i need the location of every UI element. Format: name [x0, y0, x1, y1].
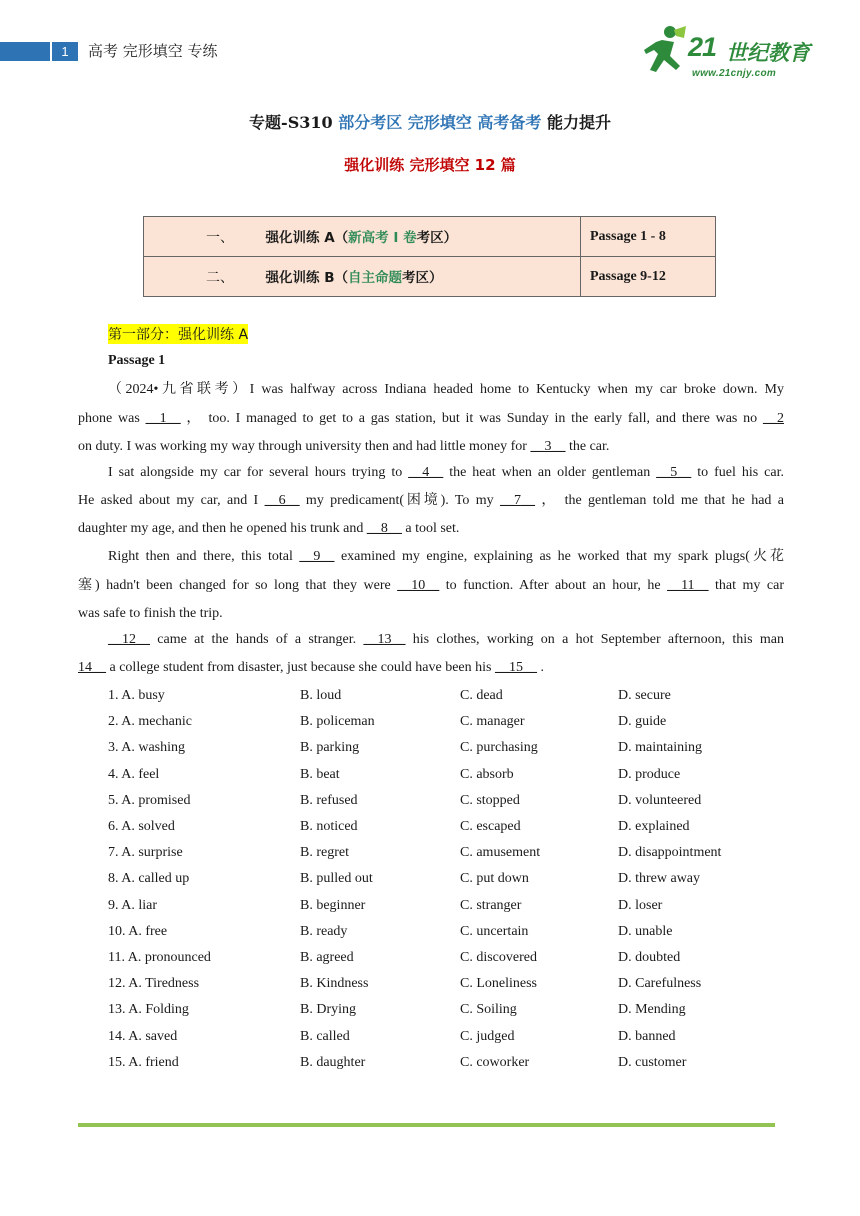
question-option-c: C. escaped [460, 819, 521, 834]
question-option-c: C. Loneliness [460, 976, 537, 992]
passage-text: a college student from disaster, just because she could have been his [106, 660, 495, 675]
passage-text: daughter my age, and then he opened his trunk and [78, 521, 367, 536]
contents-index: 一、 [206, 230, 234, 246]
question-option-d: D. explained [618, 819, 690, 834]
question-option-b: B. called [300, 1028, 350, 1044]
question-option-a: 10. A. free [108, 923, 168, 939]
passage-line [78, 520, 784, 538]
question-option-d: D. doubted [618, 950, 681, 965]
question-option-c: C. judged [460, 1028, 515, 1044]
passage-text: He asked about my car, and I [78, 493, 265, 508]
contents-table [143, 216, 716, 297]
passage-text: I sat alongside my car for several hours trying to [108, 465, 409, 480]
question-option-b: B. agreed [300, 950, 354, 965]
question-option-a: 15. A. friend [108, 1054, 179, 1070]
logo-text: 世纪教育 [726, 41, 810, 65]
question-option-a: 5. A. promised [108, 792, 191, 808]
question-option-c: C. dead [460, 688, 503, 703]
question-option-b: B. daughter [300, 1054, 366, 1070]
contents-label-prefix: 强化训练 B（ [265, 270, 348, 286]
contents-label-highlight: 新高考 Ⅰ 卷 [348, 230, 417, 246]
passage-text: Right then and there, this total [108, 549, 300, 564]
footer-rule [78, 1123, 775, 1127]
passage-text: to fuel his car. [691, 465, 784, 480]
question-option-d: D. Mending [618, 1002, 686, 1018]
document-title [0, 110, 860, 133]
question-option-a: 7. A. surprise [108, 845, 183, 861]
contents-label [266, 270, 443, 286]
contents-label-suffix: 考区） [402, 270, 443, 286]
passage-line [78, 438, 784, 456]
contents-range: Passage 1 - 8 [581, 217, 716, 257]
passage-line [108, 548, 784, 566]
contents-label-highlight: 自主命题 [348, 270, 402, 286]
page-number: 1 [52, 42, 78, 61]
contents-label-prefix: 强化训练 A（ [265, 230, 349, 246]
passage-text: on duty. I was working my way through university then and had little money for [78, 439, 531, 454]
question-option-b: B. refused [300, 792, 358, 808]
passage-text: his clothes, working on a hot September afternoon, this man [405, 632, 784, 647]
question-option-b: B. noticed [300, 819, 358, 834]
question-option-b: B. beat [300, 766, 340, 782]
contents-range: Passage 9-12 [581, 257, 716, 297]
blank-2: __2 [762, 411, 784, 426]
question-option-a: 11. A. pronounced [108, 950, 211, 965]
question-option-a: 9. A. liar [108, 897, 157, 913]
blank-8: __8__ [366, 521, 402, 536]
question-option-c: C. coworker [460, 1054, 530, 1070]
blank-4: __4__ [408, 465, 444, 480]
question-option-c: C. amusement [460, 845, 541, 861]
question-option-a: 6. A. solved [108, 819, 175, 834]
question-option-b: B. Drying [300, 1002, 356, 1018]
section-heading: 第一部分：强化训练 A [108, 324, 248, 344]
title-part-3: 能力提升 [541, 113, 611, 132]
passage-title: Passage 1 [108, 353, 166, 368]
passage-text: that my car [708, 578, 784, 593]
question-option-d: D. secure [618, 688, 671, 703]
passage-text: the car. [565, 439, 610, 454]
blank-13: __13__ [363, 632, 406, 647]
question-option-d: D. threw away [618, 871, 701, 887]
passage-text: . [537, 660, 544, 675]
passage-line [108, 631, 784, 649]
contents-row [144, 217, 716, 257]
question-option-b: B. parking [300, 740, 360, 756]
question-option-c: C. stopped [460, 792, 520, 808]
question-option-a: 3. A. washing [108, 740, 185, 756]
question-option-a: 8. A. called up [108, 871, 190, 887]
blank-6: __6__ [264, 493, 300, 508]
blank-7: __7__ [500, 493, 536, 508]
question-option-a: 2. A. mechanic [108, 714, 192, 730]
question-option-c: C. absorb [460, 766, 514, 782]
question-option-c: C. uncertain [460, 923, 529, 939]
header-accent-bar [0, 42, 50, 61]
question-option-d: D. customer [618, 1054, 687, 1070]
brand-logo [640, 22, 810, 84]
passage-text: examined my engine, explaining as he worked that my spark plugs(火花 [334, 549, 785, 564]
question-option-c: C. put down [460, 871, 529, 887]
blank-10: __10__ [397, 578, 440, 593]
document-subtitle: 强化训练 完形填空 12 篇 [344, 156, 516, 174]
question-option-b: B. pulled out [300, 871, 373, 887]
contents-label [266, 230, 458, 246]
question-option-c: C. discovered [460, 950, 537, 965]
question-option-d: D. banned [618, 1028, 676, 1044]
contents-index: 二、 [206, 270, 234, 286]
runner-icon [640, 24, 690, 82]
passage-text: phone was [78, 411, 146, 426]
question-option-c: C. purchasing [460, 740, 538, 756]
header-title: 高考 完形填空 专练 [88, 42, 218, 60]
contents-row [144, 257, 716, 297]
passage-line [108, 381, 784, 399]
passage-line [78, 659, 784, 677]
question-option-d: D. Carefulness [618, 976, 702, 992]
passage-line [78, 605, 784, 623]
question-option-a: 12. A. Tiredness [108, 976, 200, 992]
question-option-a: 4. A. feel [108, 766, 160, 782]
question-option-d: D. loser [618, 897, 663, 913]
blank-5: __5__ [656, 465, 692, 480]
logo-number: 21 [688, 32, 717, 62]
passage-line [78, 577, 784, 595]
question-option-d: D. volunteered [618, 792, 702, 808]
title-part-1: 专题-S310 [249, 113, 339, 132]
question-option-d: D. produce [618, 766, 681, 782]
question-option-d: D. disappointment [618, 845, 722, 861]
question-option-b: B. policeman [300, 714, 375, 730]
passage-text: 塞) hadn't been changed for so long that they were [78, 578, 398, 593]
question-option-d: D. guide [618, 714, 667, 730]
question-option-d: D. maintaining [618, 740, 702, 756]
question-option-c: C. Soiling [460, 1002, 517, 1018]
passage-text: the heat when an older gentleman [443, 465, 657, 480]
passage-line [78, 492, 784, 510]
blank-15: __15__ [495, 660, 537, 675]
blank-1: __1__ [145, 411, 181, 426]
blank-3: __3__ [530, 439, 566, 454]
passage-line [108, 464, 784, 482]
question-option-b: B. ready [300, 923, 348, 939]
passage-text: to function. After about an hour, he [439, 578, 668, 593]
question-option-a: 13. A. Folding [108, 1002, 189, 1018]
blank-12: __12__ [108, 632, 150, 647]
blank-11: __11__ [667, 578, 709, 593]
passage-text: （2024•九省联考）I was halfway across Indiana headed home to Kentucky when my car broke down. My [108, 382, 784, 397]
blank-9: __9__ [299, 549, 335, 564]
passage-text: ， the gentleman told me that he had a [535, 493, 784, 508]
question-option-b: B. regret [300, 845, 349, 861]
passage-line [78, 410, 784, 428]
title-part-2: 部分考区 完形填空 高考备考 [338, 113, 542, 132]
passage-text: was safe to finish the trip. [78, 606, 223, 621]
passage-text: ， too. I managed to get to a gas station, but it was Sunday in the early fall, and there was no [180, 411, 763, 426]
blank-14: 14__ [78, 660, 106, 675]
question-option-a: 1. A. busy [108, 688, 165, 703]
question-option-b: B. Kindness [300, 976, 369, 992]
logo-url: www.21cnjy.com [692, 68, 777, 79]
passage-text: my predicament(困境). To my [299, 493, 501, 508]
question-option-b: B. beginner [300, 897, 366, 913]
question-option-d: D. unable [618, 923, 673, 939]
passage-text: a tool set. [401, 521, 460, 536]
question-option-b: B. loud [300, 688, 342, 703]
passage-text: came at the hands of a stranger. [150, 632, 364, 647]
question-option-a: 14. A. saved [108, 1028, 178, 1044]
question-option-c: C. stranger [460, 897, 522, 913]
contents-label-suffix: 考区） [416, 230, 458, 246]
question-option-c: C. manager [460, 714, 525, 730]
